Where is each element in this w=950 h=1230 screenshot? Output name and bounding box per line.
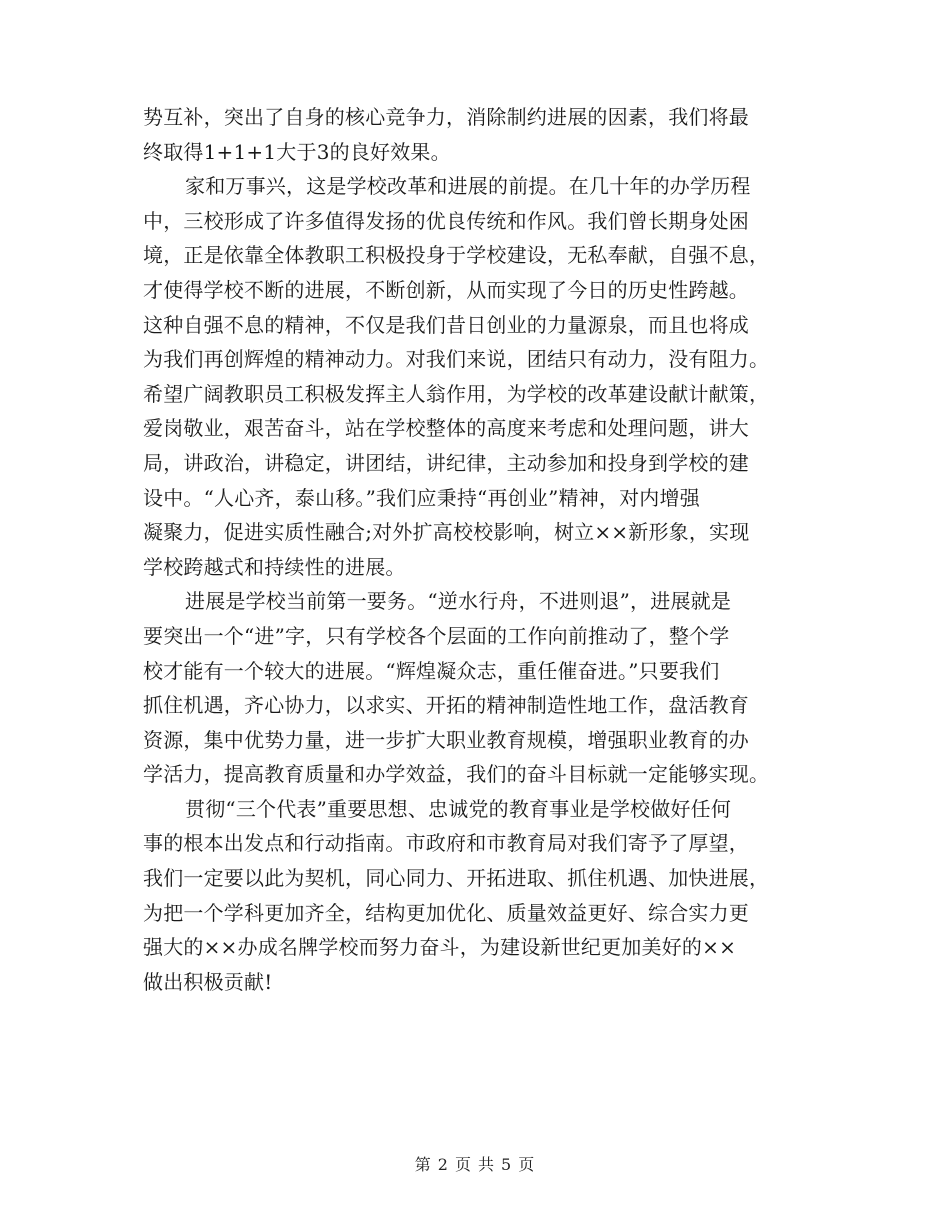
text-line: 局，讲政治，讲稳定，讲团结，讲纪律，主动参加和投身到学校的建 [143,450,749,475]
document-body [143,100,813,999]
text-line: 势互补，突出了自身的核心竞争力，消除制约进展的因素，我们将最 [143,105,749,129]
page-footer [0,1152,950,1175]
text-line: 这种自强不息的精神，不仅是我们昔日创业的力量源泉，而且也将成 [143,312,749,337]
footer-suffix: 页 [518,1155,536,1174]
text-line: 中，三校形成了许多值得发扬的优良传统和作风。我们曾长期身处困 [143,208,749,233]
text-line: 贯彻“三个代表”重要思想、忠诚党的教育事业是学校做好任何 [185,796,732,821]
text-line: 做出积极贡献! [143,969,273,994]
text-line: 要突出一个“进”字，只有学校各个层面的工作向前推动了，整个学 [143,623,730,648]
text-line: 校才能有一个较大的进展。“辉煌凝众志，重任催奋进。”只要我们 [143,658,720,683]
text-line: 事的根本出发点和行动指南。市政府和市教育局对我们寄予了厚望， [143,831,749,856]
text-line: 进展是学校当前第一要务。“逆水行舟，不进则退”，进展就是 [185,589,732,614]
text-line: 资源，集中优势力量，进一步扩大职业教育规模，增强职业教育的办 [143,727,749,752]
text-line: 我们一定要以此为契机，同心同力、开拓进取、抓住机遇、加快进展， [143,866,770,891]
text-line: 爱岗敬业，艰苦奋斗，站在学校整体的高度来考虑和处理问题，讲大 [143,416,749,441]
text-line: 才使得学校不断的进展，不断创新，从而实现了今日的历史性跨越。 [143,277,749,302]
text-line: 为我们再创辉煌的精神动力。对我们来说，团结只有动力，没有阻力。 [143,347,770,372]
text-line: 设中。“人心齐，泰山移。”我们应秉持“再创业”精神，对内增强 [143,485,700,510]
text-line: 学校跨越式和持续性的进展。 [143,554,406,579]
footer-current-page: 2 [437,1155,449,1174]
footer-total-pages: 5 [501,1155,513,1174]
text-line: 境，正是依靠全体教职工积极投身于学校建设，无私奉献，自强不息， [143,243,770,268]
text-line: 学活力，提高教育质量和办学效益，我们的奋斗目标就一定能够实现。 [143,762,770,787]
text-line: 家和万事兴，这是学校改革和进展的前提。在几十年的办学历程 [185,174,751,199]
text-line: 希望广阔教职员工积极发挥主人翁作用，为学校的改革建设献计献策， [143,381,770,406]
text-line: 凝聚力，促进实质性融合;对外扩高校校影响，树立××新形象，实现 [143,520,750,545]
text-line: 强大的××办成名牌学校而努力奋斗，为建设新世纪更加美好的×× [143,935,737,960]
footer-middle: 页 共 [454,1155,496,1174]
text-line: 抓住机遇，齐心协力，以求实、开拓的精神制造性地工作，盘活教育 [143,693,749,718]
footer-prefix: 第 [414,1155,432,1174]
text-line: 终取得1+1+1大于3的良好效果。 [143,139,451,164]
text-line: 为把一个学科更加齐全，结构更加优化、质量效益更好、综合实力更 [143,900,749,925]
